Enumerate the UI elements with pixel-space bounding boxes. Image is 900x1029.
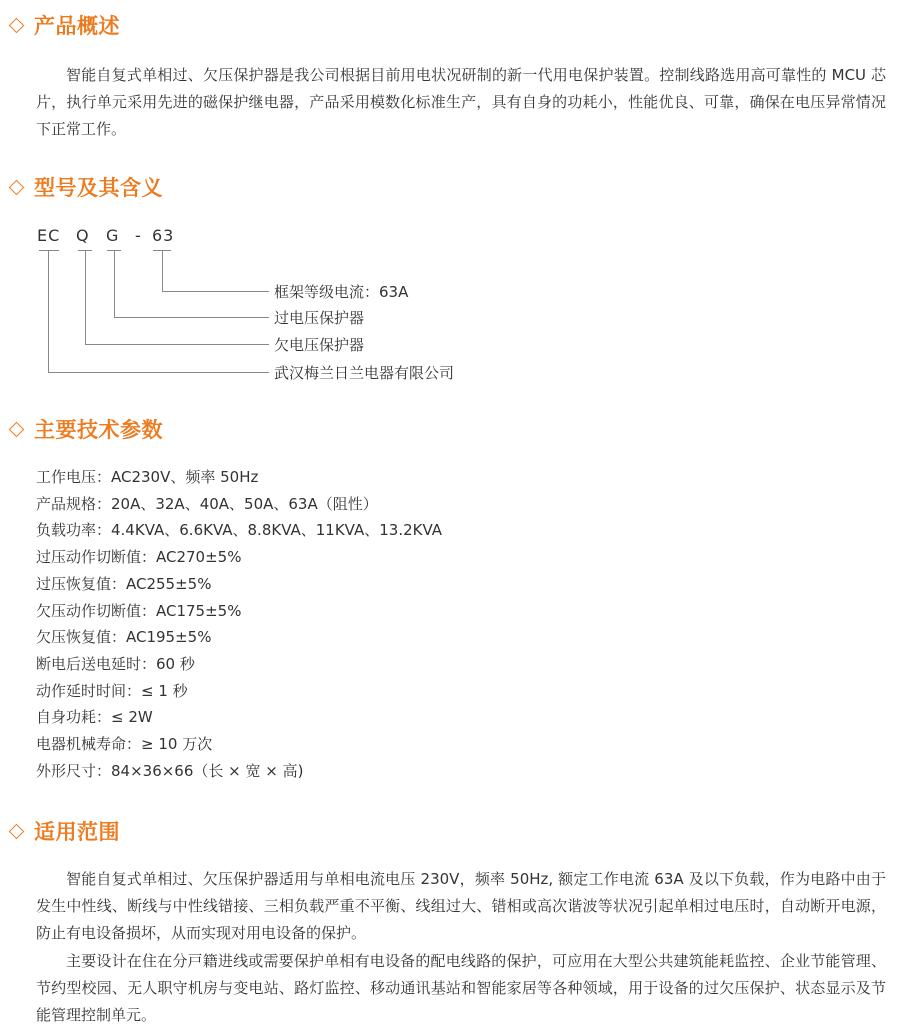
- connector-line-63: [162, 250, 269, 292]
- specs-title: 主要技术参数: [34, 418, 163, 442]
- section-title-scope: [6, 816, 120, 846]
- spec-item: 负载功率：4.4KVA、6.6KVA、8.8KVA、11KVA、13.2KVA: [36, 521, 443, 540]
- model-title: 型号及其含义: [34, 176, 163, 200]
- spec-item: 电器机械寿命：≥ 10 万次: [36, 735, 213, 754]
- spec-item: 过压恢复值：AC255±5%: [36, 574, 212, 593]
- model-code-63: 63: [152, 226, 175, 245]
- overview-paragraph: 智能自复式单相过、欠压保护器是我公司根据目前用电状况研制的新一代用电保护装置。控制线路选用高可靠性的 MCU 芯片，执行单元采用先进的磁保护继电器，产品采用模数化标准生产，具有自身的功耗小，性能优良、可靠，确保在电压异常情况下正常工作。: [36, 66, 886, 138]
- spec-item: 工作电压：AC230V、频率 50Hz: [36, 468, 259, 486]
- scope-paragraph-1: 智能自复式单相过、欠压保护器适用与单相电流电压 230V，频率 50Hz, 额定工作电流 63A 及以下负载，作为电路中由于发生中性线、断线与中性线错接、三相负载严重不平衡、线组过大、错相或高次谐波等状况引起单相过电压时，自动断开电源，防止有电设备损坏，从而实现对用电设备的保护。: [36, 870, 886, 942]
- model-meaning-ec: 武汉梅兰日兰电器有限公司: [274, 364, 455, 382]
- model-meaning-63: 框架等级电流：63A: [274, 283, 409, 301]
- section-title-specs: [6, 414, 163, 444]
- model-code-ec: EC: [37, 226, 61, 245]
- model-meaning-q: 欠电压保护器: [274, 336, 365, 354]
- diamond-icon: [9, 17, 25, 33]
- model-meaning-g: 过电压保护器: [274, 309, 365, 327]
- diamond-icon: [9, 179, 25, 195]
- spec-item: 欠压动作切断值：AC175±5%: [36, 601, 242, 620]
- scope-title: 适用范围: [34, 820, 120, 844]
- diamond-icon: [9, 823, 25, 839]
- spec-item: 产品规格：20A、32A、40A、50A、63A（阻性）: [36, 494, 378, 513]
- section-title-model: [6, 172, 163, 202]
- spec-item: 动作延时时间：≤ 1 秒: [36, 681, 188, 700]
- section-title-overview: [6, 10, 120, 40]
- model-diagram: [0, 220, 900, 390]
- spec-item: 欠压恢复值：AC195±5%: [36, 628, 212, 647]
- scope-paragraph-2: 主要设计在住在分戸籍进线或需要保护单相有电设备的配电线路的保护，可应用在大型公共建筑能耗监控、企业节能管理、节约型校园、无人职守机房与变电站、路灯监控、移动通讯基站和智能家居等各种领域，用于设备的过欠压保护、状态显示及节能管理控制单元。: [36, 952, 886, 1024]
- model-code-q: Q: [76, 226, 90, 245]
- model-code-g: G: [106, 226, 120, 245]
- spec-item: 过压动作切断值：AC270±5%: [36, 548, 242, 567]
- spec-item: 断电后送电延时：60 秒: [36, 654, 195, 673]
- spec-list: [36, 464, 442, 784]
- model-code-dash: -: [135, 226, 142, 245]
- spec-item: 自身功耗：≤ 2W: [36, 708, 153, 727]
- diamond-icon: [9, 421, 25, 437]
- overview-title: 产品概述: [34, 14, 120, 38]
- spec-item: 外形尺寸：84×36×66（长 × 宽 × 高): [36, 761, 304, 780]
